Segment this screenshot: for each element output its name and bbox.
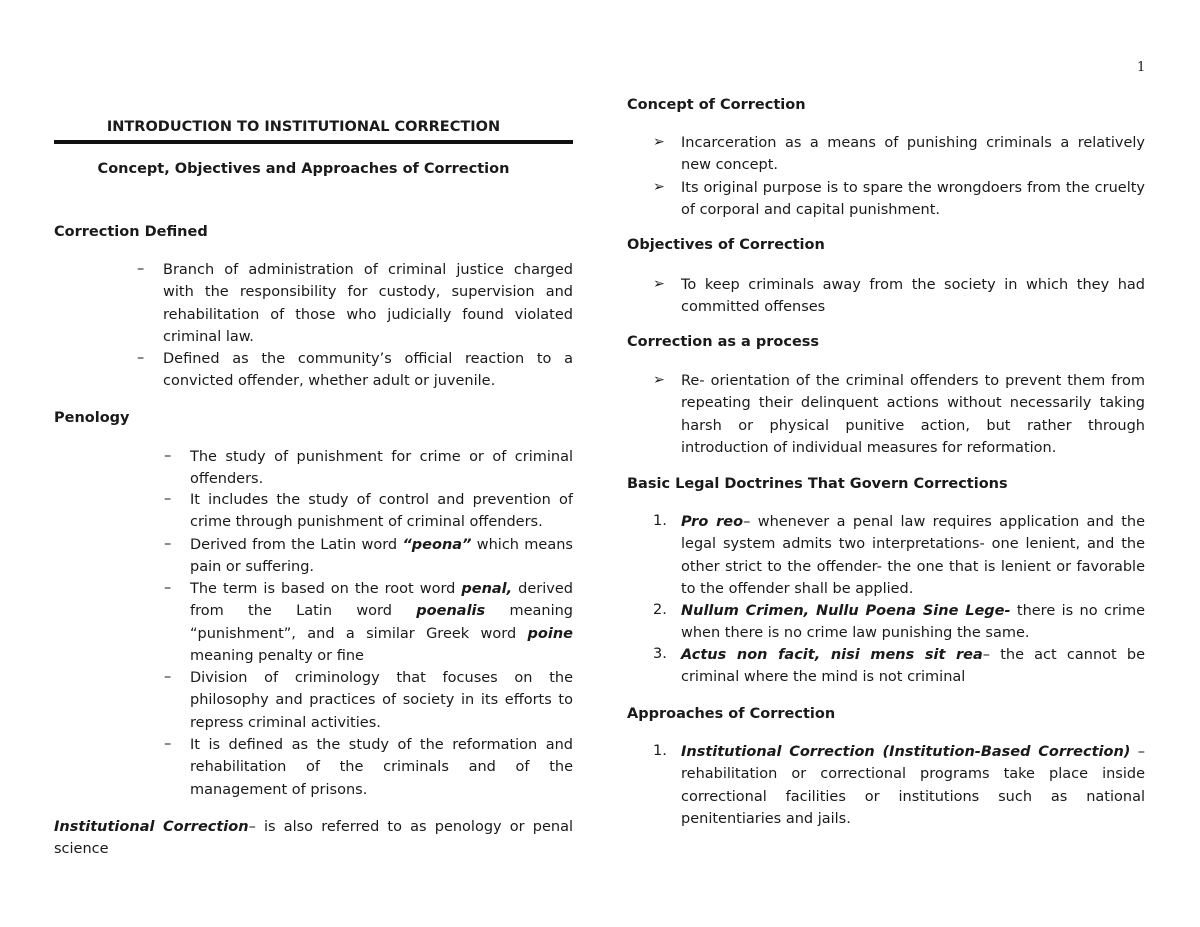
dash-bullet: – (164, 580, 172, 596)
term-penal: penal, (461, 581, 513, 597)
penology-item-3-text-end: which means pain or suffering. (190, 537, 573, 576)
list-number: 3. (653, 646, 667, 662)
list-number: 1. (653, 743, 667, 759)
penology-item-2: It includes the study of control and prevention of crime through punishment of criminal offenders. (190, 492, 573, 531)
term-poenalis: poenalis (416, 603, 486, 620)
heading-penology: Penology (54, 410, 130, 426)
objectives-item-1: To keep criminals away from the society in which they had committed offenses (681, 277, 1145, 316)
penology-item-1: The study of punishment for crime or of criminal offenders. (190, 449, 573, 488)
doctrine-item-1-text: – whenever a penal law requires application and the legal system admits two interpretations- one lenient, and the other strict to the offender- the one that is lenient or favorable to the offender shall be applied. (681, 514, 1146, 597)
doctrine-item-2 (681, 600, 1145, 645)
arrow-bullet-icon: ➢ (653, 134, 665, 150)
term-institutional-correction-approach: Institutional Correction (Institution-Based Correction) (681, 744, 1131, 760)
concept-item-1: Incarceration as a means of punishing criminals a relatively new concept. (681, 135, 1145, 174)
penology-item-4 (190, 578, 573, 667)
doctrine-item-3-text: – the act cannot be criminal where the mind is not criminal (681, 647, 1145, 686)
penology-item-3-text: Derived from the Latin word (190, 537, 403, 553)
heading-legal-doctrines: Basic Legal Doctrines That Govern Corrections (627, 476, 1008, 492)
heading-correction-as-process: Correction as a process (627, 334, 820, 350)
doctrine-item-3 (681, 644, 1145, 689)
penology-item-3 (190, 534, 573, 579)
penology-item-5: Division of criminology that focuses on the philosophy and practices of society in its efforts to repress criminal activities. (190, 670, 573, 731)
dash-bullet: – (164, 536, 172, 552)
arrow-bullet-icon: ➢ (653, 276, 665, 292)
institutional-correction-definition (54, 816, 573, 861)
page-number: 1 (1137, 60, 1146, 75)
correction-defined-item-2: Defined as the community’s official reaction to a convicted offender, whether adult or juvenile. (163, 351, 573, 390)
term-peona: “peona” (402, 537, 472, 553)
term-institutional-correction: Institutional Correction (54, 819, 249, 835)
dash-bullet: – (164, 448, 172, 464)
dash-bullet: – (137, 350, 145, 366)
term-actus-non-facit: Actus non facit, nisi mens sit rea (681, 647, 983, 663)
penology-item-4-text-mid: derived from the Latin word (190, 581, 573, 620)
title-underline (54, 140, 573, 144)
document-subtitle: Concept, Objectives and Approaches of Correction (97, 161, 510, 177)
list-number: 2. (653, 602, 667, 618)
heading-objectives-of-correction: Objectives of Correction (627, 237, 825, 253)
penology-item-4-text-end: meaning penalty or fine (190, 647, 364, 664)
arrow-bullet-icon: ➢ (653, 372, 665, 388)
doctrine-item-2-text: there is no crime when there is no crime law punishing the same. (681, 603, 1145, 642)
dash-bullet: – (164, 491, 172, 507)
list-number: 1. (653, 513, 667, 529)
approach-item-1-text: – rehabilitation or correctional programs take place inside correctional facilities or institutions such as national penitentiaries and jails. (681, 744, 1145, 827)
term-pro-reo: Pro reo (681, 514, 744, 530)
concept-item-2: Its original purpose is to spare the wrongdoers from the cruelty of corporal and capital punishment. (681, 180, 1145, 219)
heading-approaches-of-correction: Approaches of Correction (627, 706, 836, 722)
term-nullum-crimen: Nullum Crimen, Nullu Poena Sine Lege- (681, 603, 1011, 619)
process-item-1: Re- orientation of the criminal offenders to prevent them from repeating their delinquent actions without necessarily taking harsh or physical punitive action, but rather through introduction of individual measures for reformation. (681, 373, 1145, 456)
dash-bullet: – (164, 669, 172, 685)
penology-item-6: It is defined as the study of the reformation and rehabilitation of the criminals and of the management of prisons. (190, 737, 573, 798)
heading-concept-of-correction: Concept of Correction (627, 97, 806, 113)
institutional-correction-text: – is also referred to as penology or penal science (54, 819, 573, 858)
dash-bullet: – (164, 736, 172, 752)
penology-item-4-text-mid2: meaning “punishment”, and a similar Greek word (190, 603, 573, 642)
doctrine-item-1 (681, 511, 1145, 600)
correction-defined-item-1: Branch of administration of criminal justice charged with the responsibility for custody, supervision and rehabilitation of those who judicially found violated criminal law. (163, 262, 573, 345)
heading-correction-defined: Correction Defined (54, 224, 208, 240)
penology-item-4-text: The term is based on the root word (190, 581, 462, 597)
term-poine: poine (527, 625, 573, 642)
arrow-bullet-icon: ➢ (653, 179, 665, 195)
approach-item-1 (681, 741, 1145, 830)
document-title: INTRODUCTION TO INSTITUTIONAL CORRECTION (106, 119, 501, 135)
dash-bullet: – (137, 261, 145, 277)
